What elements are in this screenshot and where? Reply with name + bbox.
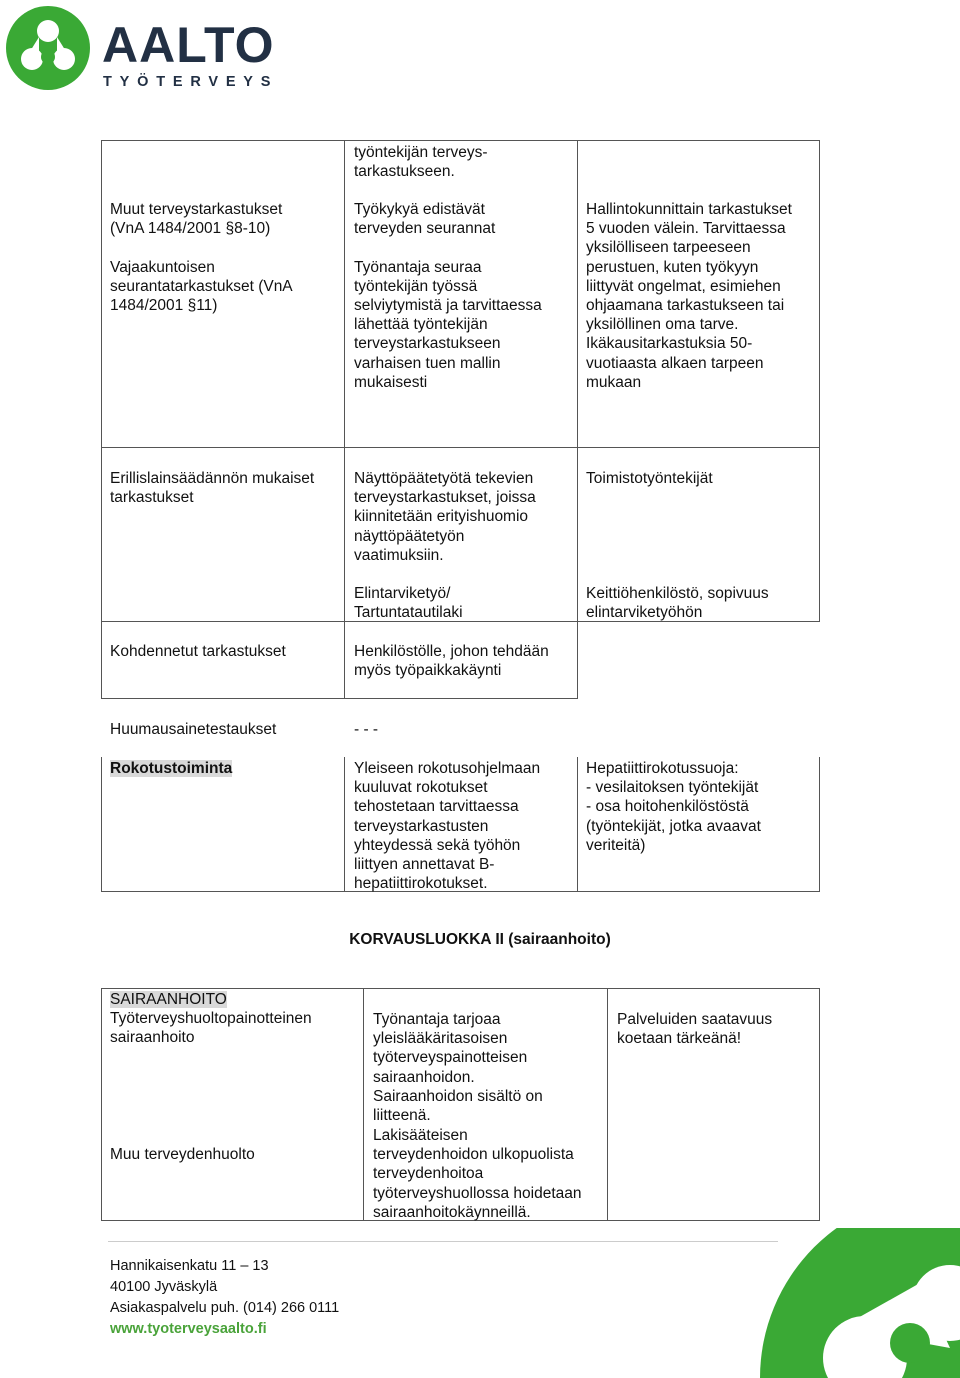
- cell-special-legislation: Erillislainsäädännön mukaiset tarkastukset: [110, 470, 315, 507]
- cell-targeted-checks: Kohdennetut tarkastukset: [110, 643, 286, 660]
- brand-name: AALTO: [102, 17, 275, 73]
- aalto-logo-mark: [5, 5, 91, 91]
- cell-other-healthcare: Muu terveydenhuolto: [110, 1146, 255, 1163]
- footer-divider: [108, 1241, 778, 1242]
- cell-drug-testing-value: - - -: [354, 721, 379, 738]
- footer-phone: Asiakaspalvelu puh. (014) 266 0111: [110, 1300, 340, 1316]
- cell-vaccination: [110, 759, 232, 778]
- cell-display-work: Näyttöpäätetyötä tekevien terveystarkastukset, joissa kiinnitetään erityishuomio näyttöpäätetyön vaatimuksiin.: [354, 470, 536, 564]
- footer-website-link[interactable]: www.tyoterveysaalto.fi: [110, 1321, 267, 1337]
- cell-office-workers: Toimistotyöntekijät: [586, 470, 713, 487]
- sairaanhoito-text: Työterveyshuoltopainotteinen sairaanhoito: [110, 1010, 312, 1047]
- cell-kitchen-staff: Keittiöhenkilöstö, sopivuus elintarviketyöhön: [586, 585, 769, 622]
- section-heading: KORVAUSLUOKKA II (sairaanhoito): [349, 931, 611, 948]
- cell-sairaanhoito: [110, 990, 312, 1048]
- cell-drug-testing: Huumausainetestaukset: [110, 721, 277, 738]
- vaccination-title: Rokotustoiminta: [110, 760, 233, 777]
- cell-food-work: Elintarviketyö/ Tartuntatautilaki: [354, 585, 463, 622]
- footer-address: Hannikaisenkatu 11 – 13: [110, 1258, 269, 1274]
- cell-administrative-checks: Hallintokunnittain tarkastukset 5 vuoden välein. Tarvittaessa yksilölliseen tarpeeseen perustuen, kuten työkyyn liittyvät ongelmat, esimiehen ohjaamana tarkastukseen tai yksilöllinen oma tarve. Ikäkausitarkastuksia 50- vuotiaasta alkaen tarpeen mukaan: [586, 201, 792, 391]
- cell-hepatitis: Hepatiittirokotussuoja: - vesilaitoksen työntekijät - osa hoitohenkilöstöstä (työntekijät, jotka avaavat veriteitä): [586, 760, 761, 854]
- cell-other-checks: Muut terveystarkastukset (VnA 1484/2001 §8-10) Vajaakuntoisen seurantatarkastukset (VnA 1484/2001 §11): [110, 201, 293, 315]
- cell-statutory-healthcare: Lakisääteisen terveydenhoidon ulkopuolista terveydenhoitoa työterveyshuollossa hoidetaan sairaanhoitokäynneillä.: [373, 1127, 582, 1221]
- brand-subtitle: TYÖTERVEYS: [103, 74, 279, 90]
- cell-employer-offers: Työnantaja tarjoaa yleislääkäritasoisen työterveyspainotteisen sairaanhoidon. Sairaanhoidon sisältö on liitteenä.: [373, 1011, 543, 1125]
- sairaanhoito-title: SAIRAANHOITO: [110, 991, 227, 1008]
- cell-health-check-end: työntekijän terveys- tarkastukseen.: [354, 144, 488, 181]
- cell-availability: Palveluiden saatavuus koetaan tärkeänä!: [617, 1011, 773, 1048]
- cell-workplace-visit: Henkilöstölle, johon tehdään myös työpaikkakäynti: [354, 643, 549, 680]
- corner-logo-decoration: [745, 1228, 960, 1378]
- footer-city: 40100 Jyväskylä: [110, 1279, 218, 1295]
- cell-work-ability-monitoring: Työkykyä edistävät terveyden seurannat Työnantaja seuraa työntekijän työssä selviytymistä ja tarvittaessa lähettää työntekijän terveystarkastukseen varhaisen tuen mallin mukaisesti: [354, 201, 542, 391]
- cell-vaccination-program: Yleiseen rokotusohjelmaan kuuluvat rokotukset tehostetaan tarvittaessa terveystarkastusten yhteydessä sekä työhön liittyen annettavat B- hepatiittirokotukset.: [354, 760, 541, 893]
